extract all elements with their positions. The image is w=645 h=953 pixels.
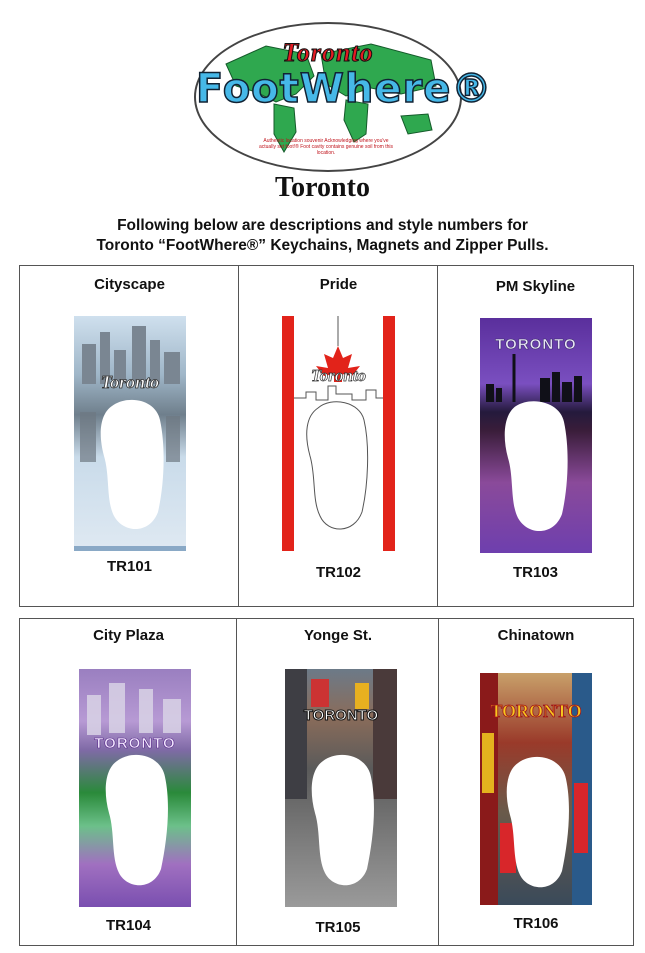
product-card-image: [282, 316, 395, 551]
style-number: TR101: [106, 558, 153, 575]
card-word: TORONTO: [490, 701, 582, 721]
intro-line-2: Toronto “FootWhere®” Keychains, Magnets and Zipper Pulls.: [96, 237, 549, 254]
footwhere-logo: [194, 22, 493, 172]
card-word: Toronto: [310, 366, 367, 385]
product-card-image: [480, 673, 592, 905]
intro-text: [0, 216, 645, 256]
style-number: TR103: [512, 564, 559, 581]
style-number: TR102: [315, 564, 362, 581]
style-number: TR104: [105, 917, 152, 934]
product-cell-cityscape: [19, 265, 240, 607]
product-card-image: [79, 669, 191, 907]
page-title: Toronto: [275, 172, 370, 203]
card-word: Toronto: [100, 372, 160, 392]
product-name: City Plaza: [93, 627, 164, 644]
product-card-image: [74, 316, 186, 551]
card-word: TORONTO: [303, 707, 379, 724]
product-name: Cityscape: [94, 276, 165, 293]
logo-brand-text: FootWhere®: [196, 66, 493, 112]
logo-tagline: Authentic location souvenir Acknowledging where you've actually set foot!® Foot cavity contains genuine soil from this location.: [258, 138, 394, 156]
product-cell-city-plaza: [19, 618, 238, 946]
product-name: Yonge St.: [303, 627, 373, 644]
product-name: Chinatown: [497, 627, 575, 644]
product-name: Pride: [319, 276, 358, 293]
logo-city-text: Toronto: [282, 38, 374, 67]
product-card-image: [285, 669, 397, 907]
product-cell-pride: [238, 265, 439, 607]
intro-line-1: Following below are descriptions and style numbers for: [117, 217, 528, 234]
product-name: PM Skyline: [495, 278, 576, 295]
style-number: TR105: [315, 919, 361, 936]
product-cell-chinatown: [438, 618, 634, 946]
style-number: TR106: [513, 915, 559, 932]
product-cell-pm-skyline: [437, 265, 634, 607]
card-word: TORONTO: [94, 735, 176, 752]
card-word: TORONTO: [495, 336, 577, 353]
product-cell-yonge-st: [236, 618, 440, 946]
product-card-image: [480, 318, 592, 553]
